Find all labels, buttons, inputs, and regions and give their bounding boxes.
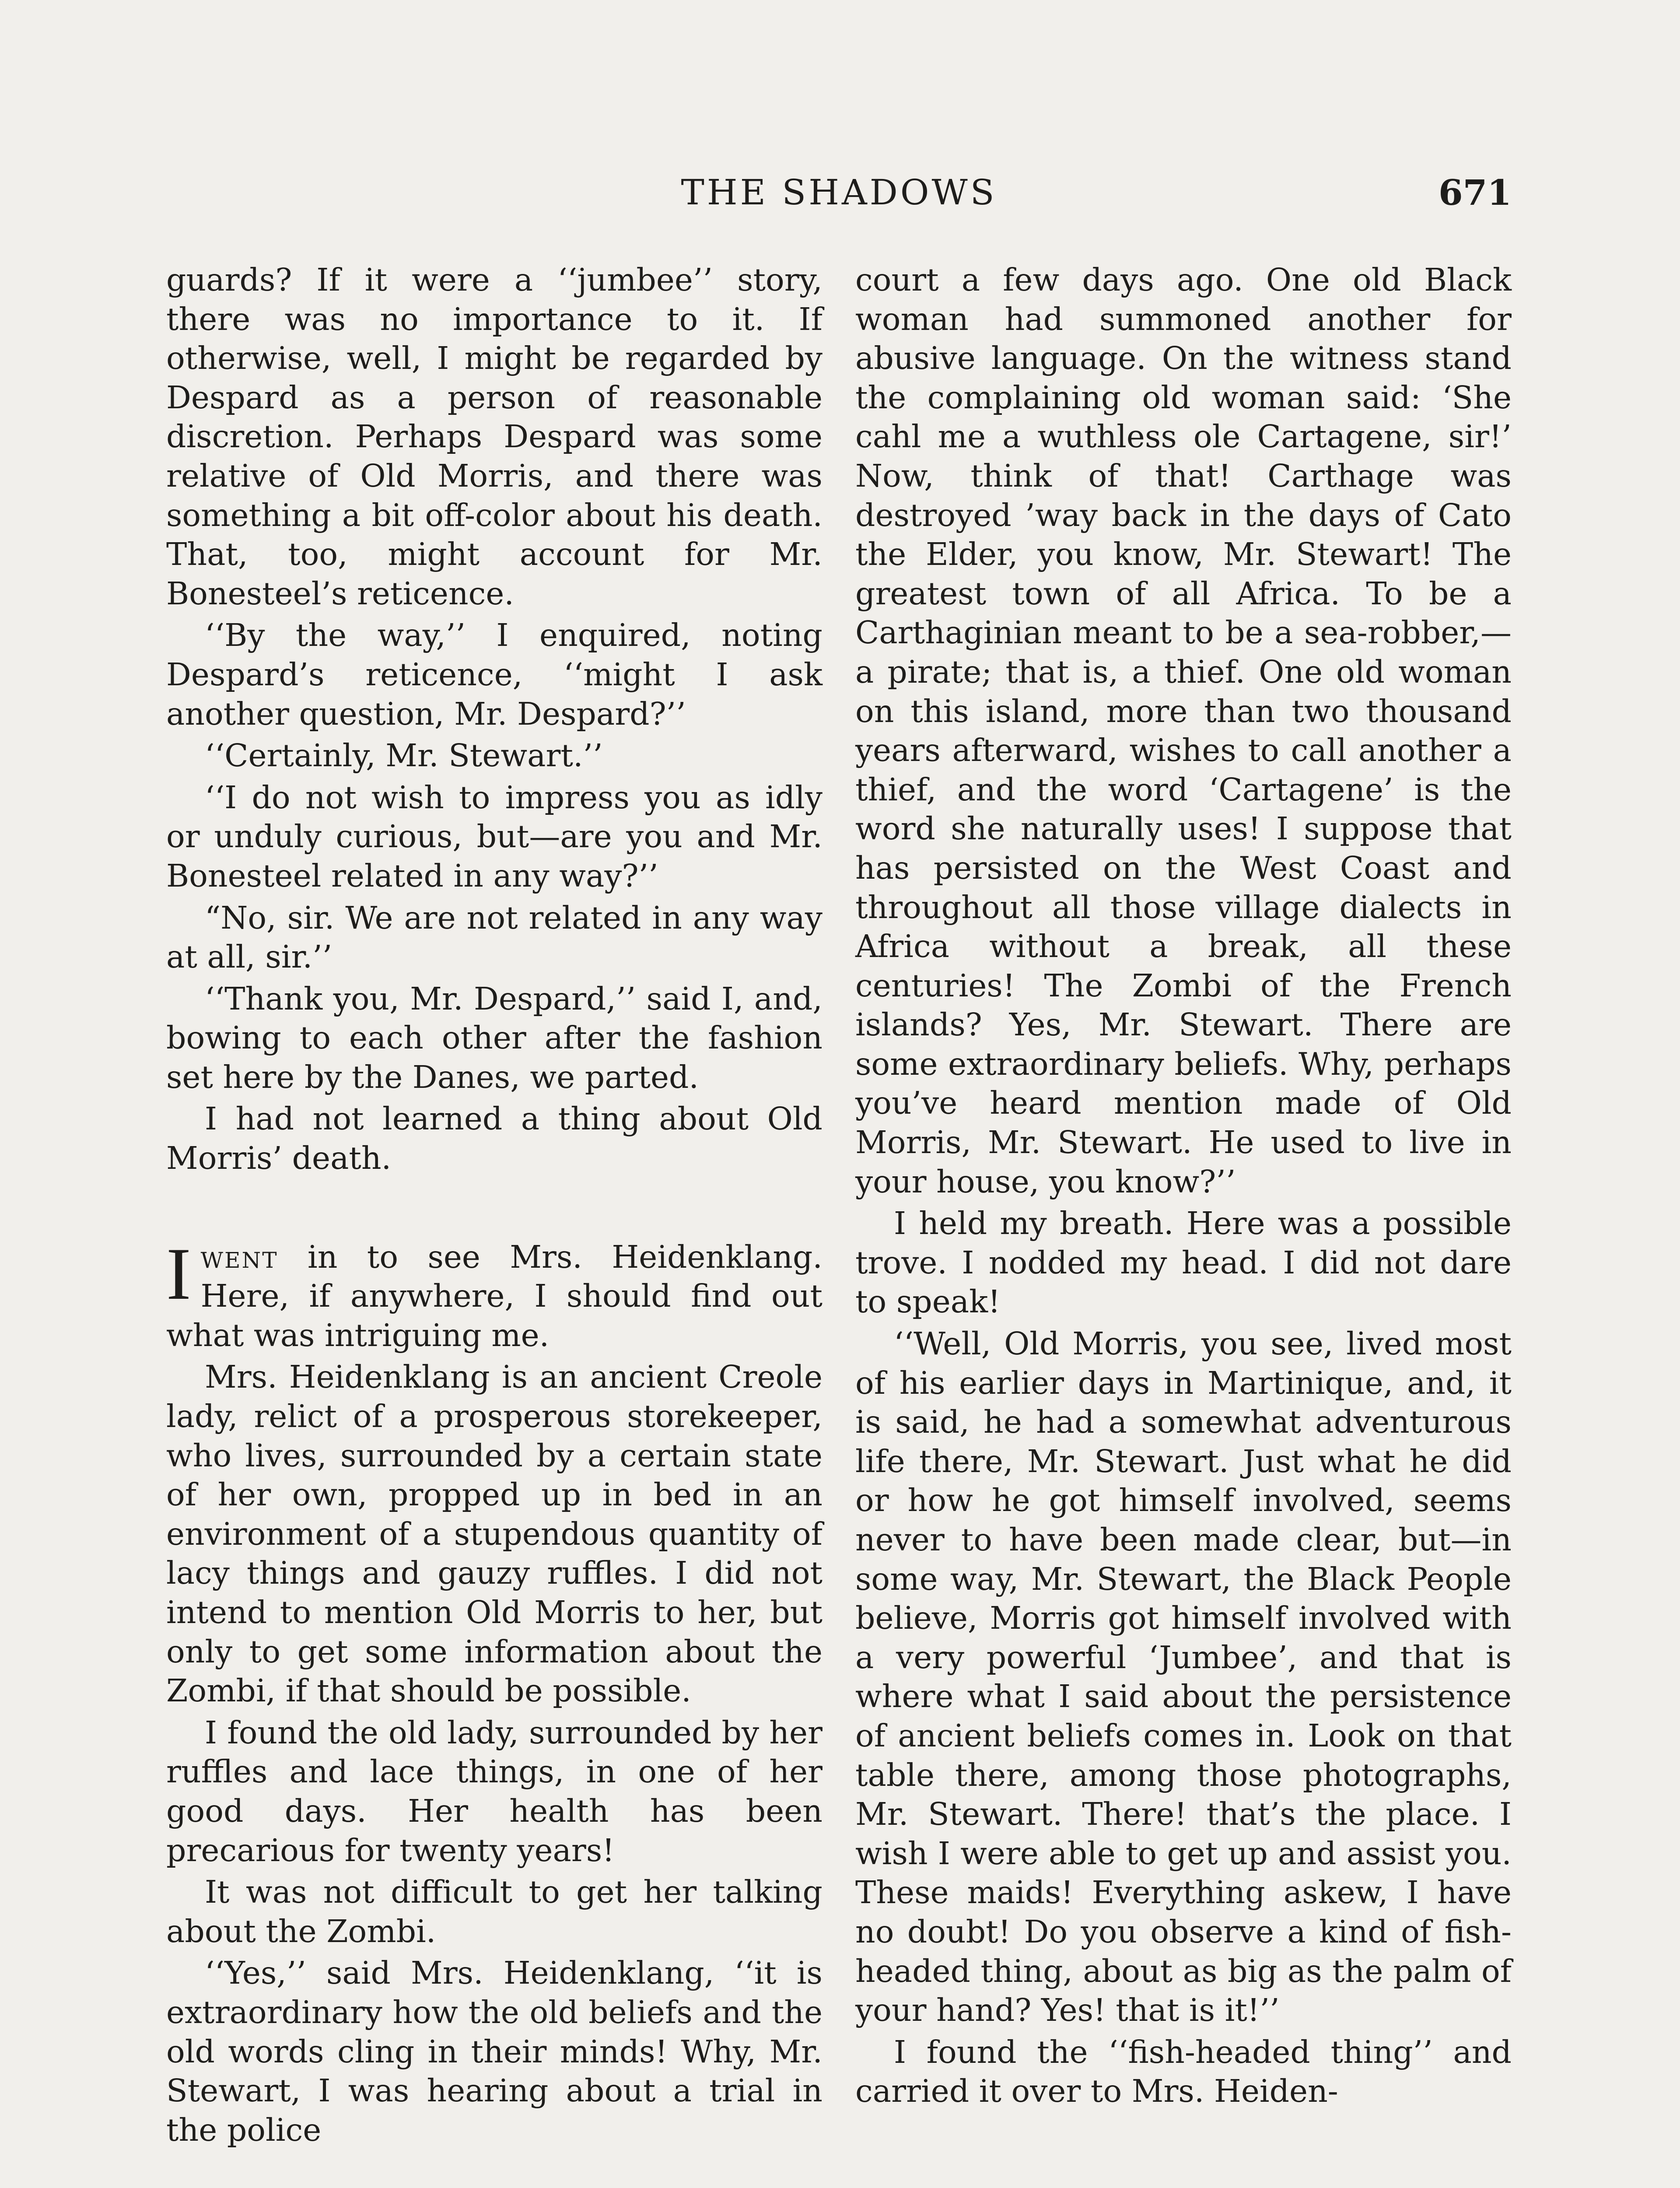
paragraph: Mrs. Heidenklang is an ancient Creole lady, relict of a prosperous storekeeper, who lives, surrounded by a certain state of her own, propped up in bed in an environment of a stupendous quantity of lacy things and gauzy ruffles. I did not intend to mention Old Morris to her, but only to get some information about the Zombi, if that should be possible. bbox=[166, 1359, 822, 1709]
section-break bbox=[166, 1181, 822, 1238]
right-column bbox=[855, 260, 1512, 2188]
paragraph: I found the ‘‘fish-headed thing’’ and carried it over to Mrs. Heiden- bbox=[855, 2034, 1512, 2110]
paragraph: It was not difficult to get her talking about the Zombi. bbox=[166, 1874, 822, 1950]
paragraph: ‘‘Yes,’’ said Mrs. Heidenklang, ‘‘it is extraordinary how the old beliefs and the old words cling in their minds! Why, Mr. Stewart, I was hearing about a trial in the police bbox=[166, 1955, 822, 2148]
paragraph: I had not learned a thing about Old Morris’ death. bbox=[166, 1101, 822, 1177]
paragraph: ‘‘By the way,’’ I enquired, noting Despard’s reticence, ‘‘might I ask another question, Mr. Despard?’’ bbox=[166, 617, 822, 732]
paragraph-section-start bbox=[166, 1232, 822, 1355]
paragraph: I found the old lady, surrounded by her ruffles and lace things, in one of her good days. Her health has been precarious for twenty years! bbox=[166, 1714, 822, 1869]
paragraph-text: in to see Mrs. Heidenklang. Here, if anywhere, I should find out what was intriguing me. bbox=[166, 1238, 822, 1353]
left-column bbox=[166, 260, 822, 2188]
page-number: 671 bbox=[1438, 172, 1512, 213]
running-head bbox=[166, 168, 1512, 217]
paragraph: I held my breath. Here was a possible trove. I nodded my head. I did not dare to speak! bbox=[855, 1205, 1512, 1320]
paragraph: court a few days ago. One old Black woman had summoned another for abusive language. On the witness stand the complaining old woman said: ‘She cahl me a wuthless ole Cartagene, sir!’ Now, think of that! Carthage was destroyed ’way back in the days of Cato the Elder, you know, Mr. Stewart! The greatest town of all Africa. To be a Carthaginian meant to be a sea-robber,—a pirate; that is, a thief. One old woman on this island, more than two thousand years afterward, wishes to call another a thief, and the word ‘Cartagene’ is the word she naturally uses! I suppose that has persisted on the West Coast and throughout all those village dialects in Africa without a break, all these centuries! The Zombi of the French islands? Yes, Mr. Stewart. There are some extraordinary beliefs. Why, perhaps you’ve heard mention made of Old Morris, Mr. Stewart. He used to live in your house, you know?’’ bbox=[855, 262, 1512, 1200]
paragraph: guards? If it were a ‘‘jumbee’’ story, there was no importance to it. If otherwise, well, I might be regarded by Despard as a person of reasonable discretion. Perhaps Despard was some relative of Old Morris, and there was something a bit off-color about his death. That, too, might account for Mr. Bonesteel’s reticence. bbox=[166, 262, 822, 612]
paragraph: ‘‘I do not wish to impress you as idly or unduly curious, but—are you and Mr. Bonesteel related in any way?’’ bbox=[166, 779, 822, 894]
running-title: THE SHADOWS bbox=[681, 172, 997, 213]
paragraph: ‘‘Thank you, Mr. Despard,’’ said I, and, bowing to each other after the fashion set here by the Danes, we parted. bbox=[166, 980, 822, 1095]
paragraph: ‘‘Well, Old Morris, you see, lived most of his earlier days in Martinique, and, it is said, he had a somewhat adventurous life there, Mr. Stewart. Just what he did or how he got himself involved, seems never to have been made clear, but—in some way, Mr. Stewart, the Black People believe, Morris got himself involved with a very powerful ‘Jumbee’, and that is where what I said about the persistence of ancient beliefs comes in. Look on that table there, among those photographs, Mr. Stewart. There! that’s the place. I wish I were able to get up and assist you. These maids! Everything askew, I have no doubt! Do you observe a kind of fish-headed thing, about as big as the palm of your hand? Yes! that is it!’’ bbox=[855, 1325, 1512, 2029]
small-caps-lead: went bbox=[200, 1238, 278, 1275]
paragraph: ‘‘Certainly, Mr. Stewart.’’ bbox=[205, 737, 603, 774]
drop-cap: I bbox=[166, 1232, 191, 1315]
paragraph: “No, sir. We are not related in any way at all, sir.’’ bbox=[166, 899, 822, 975]
